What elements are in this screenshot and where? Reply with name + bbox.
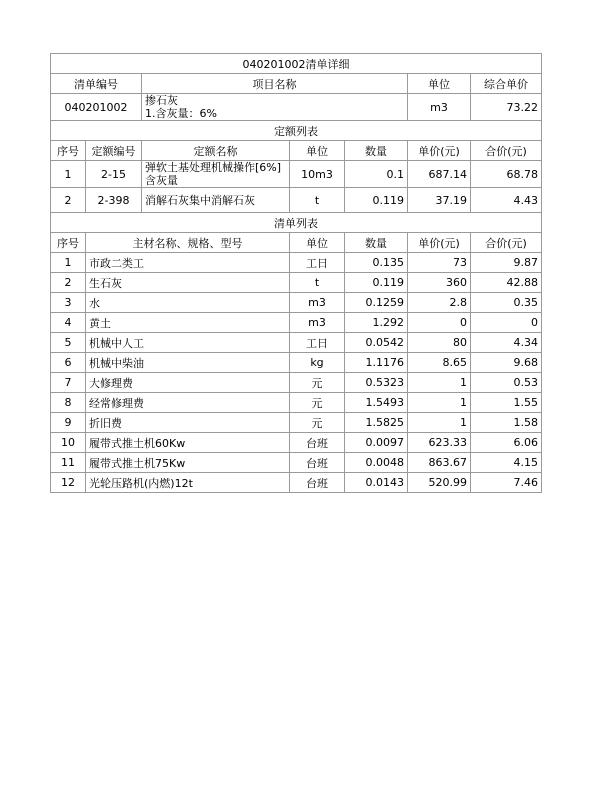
material-row [51,273,542,293]
material-no: 1 [51,253,86,273]
quota-qty: 0.119 [345,188,408,213]
material-price: 80 [408,333,471,353]
bill-item-name [142,94,408,121]
bill-row [51,94,542,121]
material-unit: 台班 [290,453,345,473]
quota-header-price: 单价(元) [408,141,471,161]
material-qty: 0.0048 [345,453,408,473]
material-row [51,473,542,493]
quota-price: 687.14 [408,161,471,188]
quota-section-title: 定额列表 [51,121,542,141]
quota-price: 37.19 [408,188,471,213]
materials-header-qty: 数量 [345,233,408,253]
material-total: 9.87 [471,253,542,273]
material-row [51,413,542,433]
quota-total: 68.78 [471,161,542,188]
material-total: 1.55 [471,393,542,413]
material-price: 1 [408,413,471,433]
material-price: 1 [408,393,471,413]
quota-row [51,161,542,188]
material-name: 水 [86,293,290,313]
material-name: 机械中人工 [86,333,290,353]
material-total: 0.35 [471,293,542,313]
quota-header-qty: 数量 [345,141,408,161]
material-name: 履带式推土机75Kw [86,453,290,473]
material-price: 360 [408,273,471,293]
quota-header-name: 定额名称 [142,141,290,161]
bill-header-row [51,74,542,94]
quota-total: 4.43 [471,188,542,213]
quota-no: 1 [51,161,86,188]
material-name: 折旧费 [86,413,290,433]
materials-section-title: 清单列表 [51,213,542,233]
bill-item-name-line1: 掺石灰 [145,94,178,107]
material-row [51,253,542,273]
material-unit: 工日 [290,253,345,273]
materials-header-unit: 单位 [290,233,345,253]
material-total: 9.68 [471,353,542,373]
material-unit: m3 [290,293,345,313]
material-unit: 工日 [290,333,345,353]
material-unit: 元 [290,393,345,413]
material-row [51,313,542,333]
materials-section-row [51,213,542,233]
material-unit: 台班 [290,433,345,453]
title-row [51,54,542,74]
material-no: 10 [51,433,86,453]
material-no: 4 [51,313,86,333]
material-no: 12 [51,473,86,493]
materials-body [51,253,542,493]
quota-header-total: 合价(元) [471,141,542,161]
material-total: 7.46 [471,473,542,493]
material-name: 生石灰 [86,273,290,293]
material-unit: 台班 [290,473,345,493]
material-qty: 0.0143 [345,473,408,493]
material-total: 4.15 [471,453,542,473]
materials-header-row [51,233,542,253]
material-qty: 1.292 [345,313,408,333]
material-row [51,373,542,393]
quota-no: 2 [51,188,86,213]
quota-header-code: 定额编号 [86,141,142,161]
quota-code: 2-398 [86,188,142,213]
material-no: 6 [51,353,86,373]
material-qty: 0.119 [345,273,408,293]
material-row [51,453,542,473]
material-price: 8.65 [408,353,471,373]
material-unit: m3 [290,313,345,333]
material-qty: 1.5825 [345,413,408,433]
material-row [51,293,542,313]
material-price: 520.99 [408,473,471,493]
material-price: 0 [408,313,471,333]
header-item-name: 项目名称 [142,74,408,94]
bill-item-name-line2: 1.含灰量：6% [145,107,217,120]
quota-unit: 10m3 [290,161,345,188]
quota-header-unit: 单位 [290,141,345,161]
material-price: 1 [408,373,471,393]
material-name: 机械中柴油 [86,353,290,373]
header-unit-price: 综合单价 [471,74,542,94]
material-qty: 0.0542 [345,333,408,353]
material-price: 863.67 [408,453,471,473]
bill-price: 73.22 [471,94,542,121]
bill-unit: m3 [408,94,471,121]
material-unit: 元 [290,413,345,433]
material-row [51,333,542,353]
material-no: 7 [51,373,86,393]
page-title: 040201002清单详细 [51,54,542,74]
header-bill-code: 清单编号 [51,74,142,94]
material-total: 6.06 [471,433,542,453]
quota-row [51,188,542,213]
material-no: 9 [51,413,86,433]
material-name: 大修理费 [86,373,290,393]
material-qty: 0.5323 [345,373,408,393]
material-unit: 元 [290,373,345,393]
material-no: 11 [51,453,86,473]
material-qty: 1.5493 [345,393,408,413]
materials-header-no: 序号 [51,233,86,253]
material-no: 3 [51,293,86,313]
quota-unit: t [290,188,345,213]
material-total: 4.34 [471,333,542,353]
material-price: 2.8 [408,293,471,313]
material-qty: 0.0097 [345,433,408,453]
material-total: 0 [471,313,542,333]
bill-detail-table [50,53,542,493]
material-row [51,353,542,373]
materials-header-total: 合价(元) [471,233,542,253]
quota-qty: 0.1 [345,161,408,188]
material-unit: kg [290,353,345,373]
material-unit: t [290,273,345,293]
material-row [51,393,542,413]
material-price: 623.33 [408,433,471,453]
material-name: 履带式推土机60Kw [86,433,290,453]
material-qty: 0.1259 [345,293,408,313]
quota-header-no: 序号 [51,141,86,161]
material-total: 0.53 [471,373,542,393]
header-unit: 单位 [408,74,471,94]
quota-code: 2-15 [86,161,142,188]
material-name: 黄土 [86,313,290,333]
materials-header-name: 主材名称、规格、型号 [86,233,290,253]
material-qty: 1.1176 [345,353,408,373]
quota-section-row [51,121,542,141]
material-no: 5 [51,333,86,353]
material-total: 42.88 [471,273,542,293]
material-no: 8 [51,393,86,413]
material-price: 73 [408,253,471,273]
quota-name: 消解石灰集中消解石灰 [142,188,290,213]
quota-header-row [51,141,542,161]
material-name: 市政二类工 [86,253,290,273]
material-no: 2 [51,273,86,293]
material-name: 经常修理费 [86,393,290,413]
quota-name: 弹软土基处理机械操作[6%]含灰量 [142,161,290,188]
material-row [51,433,542,453]
material-qty: 0.135 [345,253,408,273]
materials-header-price: 单价(元) [408,233,471,253]
material-name: 光轮压路机(内燃)12t [86,473,290,493]
material-total: 1.58 [471,413,542,433]
bill-code: 040201002 [51,94,142,121]
